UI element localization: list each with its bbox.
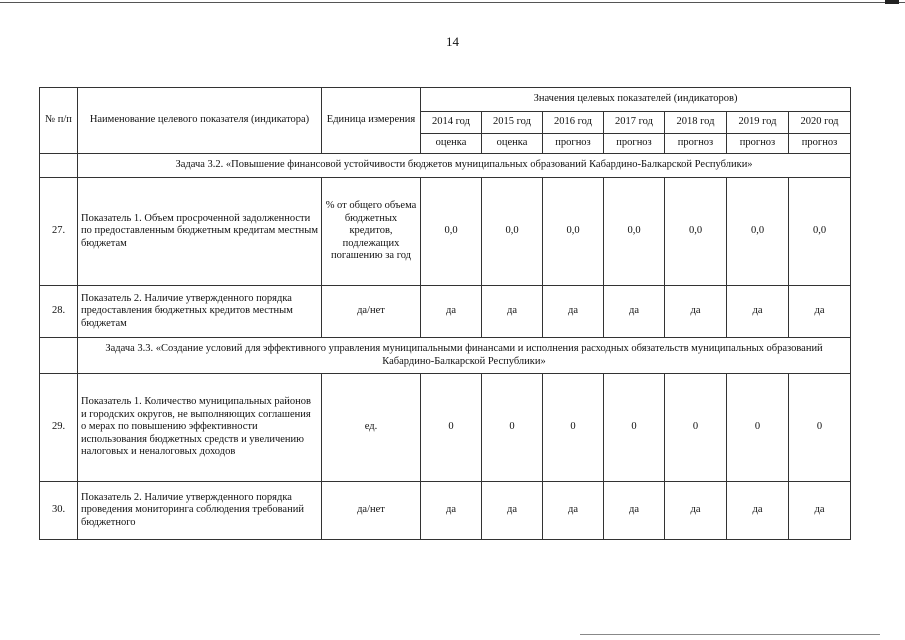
row-value: да xyxy=(421,286,482,338)
row-value: 0,0 xyxy=(665,178,727,286)
header-name: Наименование целевого показателя (индикатора) xyxy=(78,88,322,154)
row-value: 0,0 xyxy=(727,178,789,286)
kind-cell: оценка xyxy=(482,134,543,154)
row-value: да xyxy=(482,482,543,540)
header-unit: Единица измерения xyxy=(322,88,421,154)
row-num: 29. xyxy=(40,374,78,482)
row-value: да xyxy=(727,482,789,540)
row-unit: да/нет xyxy=(322,286,421,338)
kind-cell: оценка xyxy=(421,134,482,154)
kind-cell: прогноз xyxy=(789,134,851,154)
header-values: Значения целевых показателей (индикаторов) xyxy=(421,88,851,112)
row-name: Показатель 1. Количество муниципальных районов и городских округов, не выполняющих соглашения о мерах по повышению эффективности использования бюджетных средств и увеличению налоговых и неналоговых доходов xyxy=(78,374,322,482)
kind-cell: прогноз xyxy=(665,134,727,154)
row-value: 0 xyxy=(727,374,789,482)
row-num: 27. xyxy=(40,178,78,286)
row-unit: ед. xyxy=(322,374,421,482)
row-name: Показатель 2. Наличие утвержденного порядка предоставления бюджетных кредитов местным бюджетам xyxy=(78,286,322,338)
table-row xyxy=(40,286,851,338)
row-num: 30. xyxy=(40,482,78,540)
year-cell: 2018 год xyxy=(665,112,727,134)
kind-cell: прогноз xyxy=(727,134,789,154)
row-value: да xyxy=(482,286,543,338)
row-value: да xyxy=(421,482,482,540)
row-value: 0 xyxy=(665,374,727,482)
task-row xyxy=(40,154,851,178)
scan-bottom-line xyxy=(580,634,880,635)
year-cell: 2020 год xyxy=(789,112,851,134)
row-value: да xyxy=(604,482,665,540)
row-value: 0 xyxy=(543,374,604,482)
year-cell: 2016 год xyxy=(543,112,604,134)
task-num-empty xyxy=(40,154,78,178)
year-cell: 2017 год xyxy=(604,112,665,134)
row-value: 0 xyxy=(421,374,482,482)
row-value: да xyxy=(665,286,727,338)
row-value: да xyxy=(727,286,789,338)
row-value: 0 xyxy=(604,374,665,482)
row-value: 0,0 xyxy=(604,178,665,286)
row-value: 0,0 xyxy=(482,178,543,286)
scan-corner-mark xyxy=(885,0,899,4)
row-value: да xyxy=(604,286,665,338)
row-value: да xyxy=(665,482,727,540)
row-value: да xyxy=(789,482,851,540)
task-title: Задача 3.3. «Создание условий для эффективного управления муниципальными финансами и исполнения расходных обязательств муниципальных образований Кабардино-Балкарской Республики» xyxy=(78,338,851,374)
task-title: Задача 3.2. «Повышение финансовой устойчивости бюджетов муниципальных образований Кабардино-Балкарской Республики» xyxy=(78,154,851,178)
table-row xyxy=(40,482,851,540)
row-value: 0,0 xyxy=(789,178,851,286)
row-value: да xyxy=(543,482,604,540)
row-value: 0 xyxy=(482,374,543,482)
year-cell: 2015 год xyxy=(482,112,543,134)
task-num-empty xyxy=(40,338,78,374)
year-cell: 2014 год xyxy=(421,112,482,134)
page-number: 14 xyxy=(446,34,459,49)
row-num: 28. xyxy=(40,286,78,338)
row-name: Показатель 2. Наличие утвержденного порядка проведения мониторинга соблюдения требований бюджетного xyxy=(78,482,322,540)
indicators-table xyxy=(39,87,851,540)
row-unit: да/нет xyxy=(322,482,421,540)
top-border-line xyxy=(0,2,905,3)
table-row xyxy=(40,178,851,286)
table-row xyxy=(40,374,851,482)
kind-cell: прогноз xyxy=(543,134,604,154)
header-row-1 xyxy=(40,88,851,112)
row-unit: % от общего объема бюджетных кредитов, подлежащих погашению за год xyxy=(322,178,421,286)
row-value: да xyxy=(543,286,604,338)
row-value: да xyxy=(789,286,851,338)
task-row xyxy=(40,338,851,374)
kind-cell: прогноз xyxy=(604,134,665,154)
row-value: 0 xyxy=(789,374,851,482)
header-num: № п/п xyxy=(40,88,78,154)
row-value: 0,0 xyxy=(543,178,604,286)
year-cell: 2019 год xyxy=(727,112,789,134)
row-name: Показатель 1. Объем просроченной задолженности по предоставленным бюджетным кредитам местным бюджетам xyxy=(78,178,322,286)
row-value: 0,0 xyxy=(421,178,482,286)
